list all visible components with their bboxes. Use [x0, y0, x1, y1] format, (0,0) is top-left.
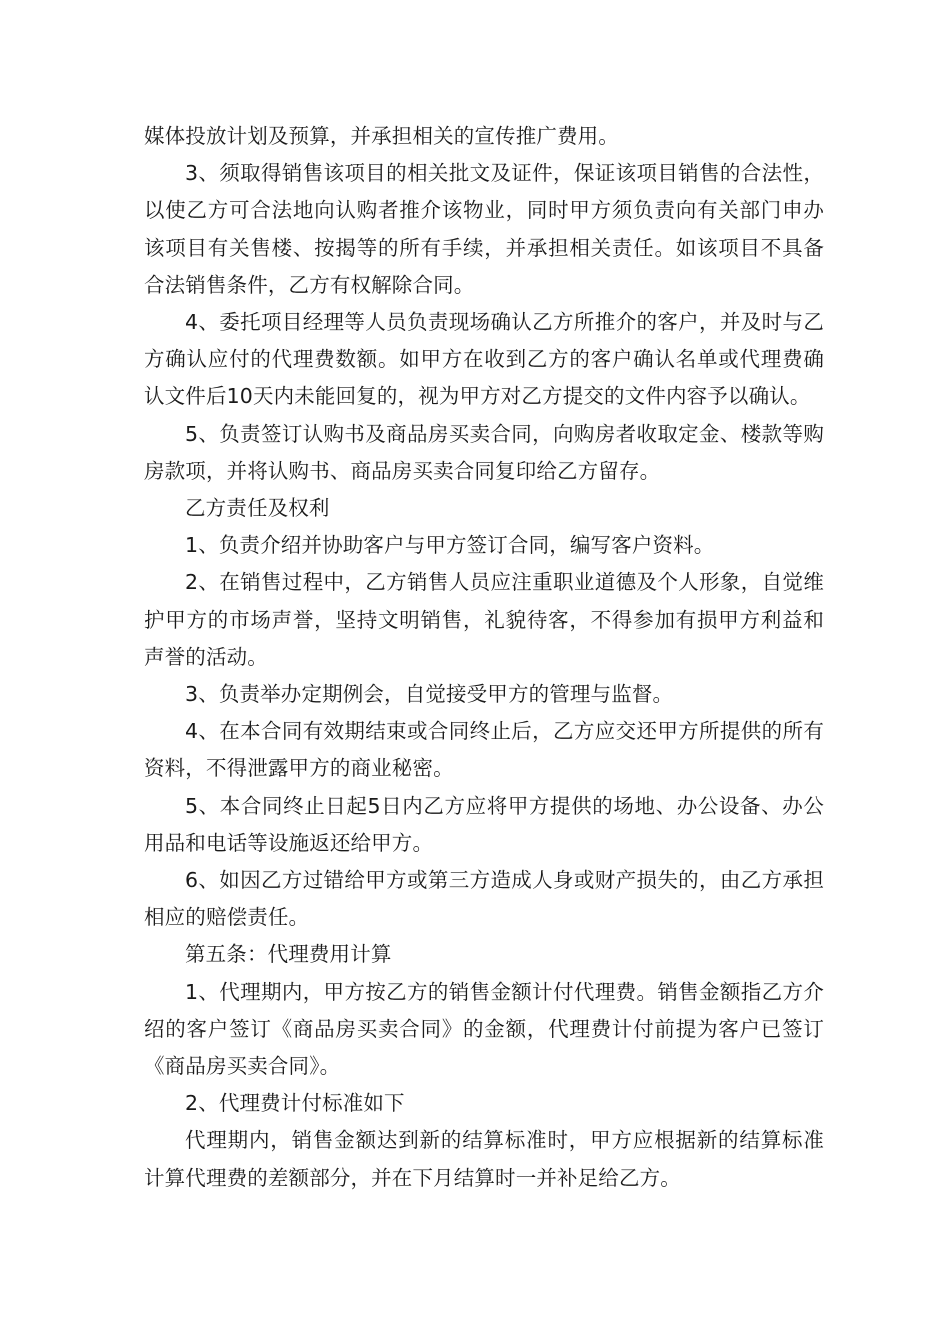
document-body: [144, 118, 824, 1197]
paragraph-party-b-6: 6、如因乙方过错给甲方或第三方造成人身或财产损失的，由乙方承担相应的赔偿责任。: [144, 868, 824, 930]
paragraph-fee-2: 2、代理费计付标准如下: [185, 1091, 405, 1116]
paragraph-party-b-2: 2、在销售过程中，乙方销售人员应注重职业道德及个人形象，自觉维护甲方的市场声誉，坚持文明销售，礼貌待客，不得参加有损甲方利益和声誉的活动。: [144, 570, 824, 669]
section-heading-party-b: 乙方责任及权利: [185, 496, 330, 521]
paragraph-party-b-1: 1、负责介绍并协助客户与甲方签订合同，编写客户资料。: [185, 533, 715, 558]
paragraph-obligation-3: 3、须取得销售该项目的相关批文及证件，保证该项目销售的合法性，以使乙方可合法地向认购者推介该物业，同时甲方须负责向有关部门申办该项目有关售楼、按揭等的所有手续，并承担相关责任。如该项目不具备合法销售条件，乙方有权解除合同。: [144, 161, 824, 297]
paragraph-obligation-4: 4、委托项目经理等人员负责现场确认乙方所推介的客户，并及时与乙方确认应付的代理费数额。如甲方在收到乙方的客户确认名单或代理费确认文件后10天内未能回复的，视为甲方对乙方提交的文件内容予以确认。: [144, 310, 824, 409]
paragraph-fee-1: 1、代理期内，甲方按乙方的销售金额计付代理费。销售金额指乙方介绍的客户签订《商品房买卖合同》的金额，代理费计付前提为客户已签订《商品房买卖合同》。: [144, 979, 824, 1079]
paragraph-party-b-5: 5、本合同终止日起5日内乙方应将甲方提供的场地、办公设备、办公用品和电话等设施返还给甲方。: [144, 793, 824, 855]
section-heading-article-5: 第五条：代理费用计算: [185, 942, 392, 967]
paragraph-fee-settlement: 代理期内，销售金额达到新的结算标准时，甲方应根据新的结算标准计算代理费的差额部分，并在下月结算时一并补足给乙方。: [144, 1128, 824, 1190]
paragraph-continuation: 媒体投放计划及预算，并承担相关的宣传推广费用。: [144, 124, 619, 148]
paragraph-obligation-5: 5、负责签订认购书及商品房买卖合同，向购房者收取定金、楼款等购房款项，并将认购书、商品房买卖合同复印给乙方留存。: [144, 421, 824, 483]
paragraph-party-b-3: 3、负责举办定期例会，自觉接受甲方的管理与监督。: [185, 682, 674, 707]
paragraph-party-b-4: 4、在本合同有效期结束或合同终止后，乙方应交还甲方所提供的所有资料，不得泄露甲方的商业秘密。: [144, 719, 824, 781]
